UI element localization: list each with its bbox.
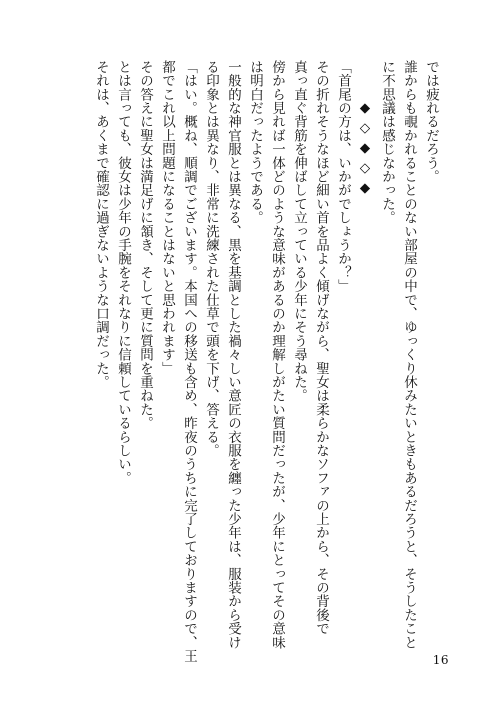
text-line: では疲れるだろう。	[423, 60, 439, 184]
text-line: に不思議は感じなかった。	[379, 60, 395, 225]
text-line: 傍から見れば一体どのような意味があるのか理解しがたい質問だったが、少年にとってその意味	[269, 60, 285, 650]
text-line: それは、あくまで確認に過ぎないような口調だった。	[93, 60, 109, 389]
text-line: その答えに聖女は満足げに頷き、そして更に質問を重ねた。	[137, 60, 153, 430]
text-line: 都でこれ以上問題になることはないと思われます」	[159, 60, 175, 376]
scene-break-ornament: ◆◇◆◇◆	[357, 100, 373, 200]
page-body-text	[90, 60, 442, 663]
text-line: 真っ直ぐ背筋を伸ばして立っている少年にそう尋ねた。	[291, 60, 307, 403]
text-line: は明白だったようである。	[247, 60, 263, 225]
text-line: 「はい。概ね、順調でございます。本国への移送も含め、昨夜のうちに完了しておりますので、王	[181, 60, 197, 663]
text-line: その折れそうなほど細い首を品よく傾げながら、聖女は柔らかなソファの上から、その背後で	[313, 60, 329, 636]
page-number: 16	[432, 653, 449, 667]
text-line: 誰からも覗かれることのない部屋の中で、ゆっくり休みたいときもあるだろうと、そうしたこと	[401, 60, 417, 650]
text-line: 「首尾の方は、いかがでしょうか？」	[335, 60, 351, 293]
text-line: とは言っても、彼女は少年の手腕をそれなりに信頼しているらしい。	[115, 60, 131, 485]
text-line: 一般的な神官服とは異なる、黒を基調とした禍々しい意匠の衣服を纏った少年は、服装から受け	[225, 60, 241, 650]
text-line: る印象とは異なり、非常に洗練された仕草で頭を下げ、答える。	[203, 60, 219, 458]
